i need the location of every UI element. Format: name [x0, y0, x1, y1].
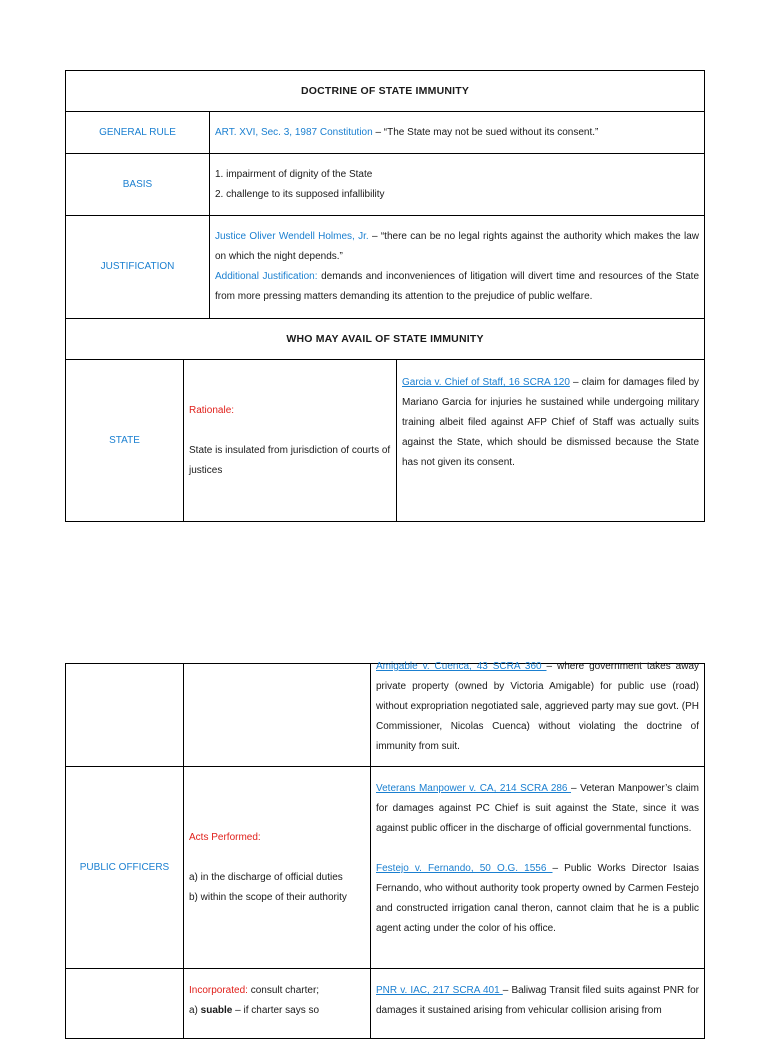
state-row [66, 360, 705, 522]
festejo-case-text: – Public Works Director Isaias Fernando, who without authority took property owned by Carmen Festejo and constructed irrigation canal theron, cannot claim that he is a public agent acting under the color of his office. [376, 863, 699, 934]
amigable-case-ref: Amigable v. Cuenca, 43 SCRA 360 [376, 661, 547, 672]
basis-line-1: 1. impairment of dignity of the State [215, 168, 373, 180]
state-rationale [184, 360, 397, 522]
garcia-case-ref: Garcia v. Chief of Staff, 16 SCRA 120 [402, 377, 570, 388]
state-label: STATE [66, 360, 184, 522]
additional-justification-label: Additional Justification: [215, 271, 318, 282]
acts-item-a: a) in the discharge of official duties [189, 871, 343, 883]
suable-term: suable [200, 1005, 233, 1016]
incorporated-row [66, 969, 705, 1039]
incorporated-text: consult charter; [247, 985, 320, 996]
acts-item-b: b) within the scope of their authority [189, 891, 347, 903]
incorporated-cell [184, 969, 371, 1039]
amigable-case [371, 661, 705, 767]
empty-cell [66, 969, 184, 1039]
basis-row [66, 154, 705, 216]
basis-line-2: 2. challenge to its supposed infallibility [215, 188, 385, 200]
acts-performed-label: Acts Performed: [189, 831, 261, 843]
acts-performed [184, 767, 371, 969]
rationale-text: State is insulated from jurisdiction of courts of justices [189, 444, 391, 476]
item-a-prefix: a) [189, 1005, 201, 1016]
empty-cell [66, 664, 184, 767]
rationale-label: Rationale: [189, 404, 235, 416]
general-rule-row [66, 112, 705, 154]
table-title: DOCTRINE OF STATE IMMUNITY [66, 71, 705, 112]
holmes-ref: Justice Oliver Wendell Holmes, Jr. [215, 231, 369, 242]
veterans-case-ref: Veterans Manpower v. CA, 214 SCRA 286 [376, 783, 572, 794]
general-rule-content [210, 112, 705, 154]
justification-content [210, 216, 705, 319]
amigable-case-text: – where government takes away private property (owned by Victoria Amigable) for public use (road) without expropriation negotiated sale, aggrieved party may sue govt. (PH Commissioner, Nicolas Cuenca) without violating the doctrine of immunity from suit. [376, 661, 700, 752]
constitution-ref: ART. XVI, Sec. 3, 1987 Constitution [215, 126, 373, 138]
garcia-case-text: – claim for damages filed by Mariano Garcia for injuries he sustained while undergoing military training albeit filed against AFP Chief of Staff was actually suits against the State, which should be dismissed because the State has not given its consent. [402, 377, 700, 468]
general-rule-text: – “The State may not be sued without its consent.” [372, 126, 599, 138]
justification-row [66, 216, 705, 319]
state-immunity-table [65, 70, 705, 522]
public-officers-label: PUBLIC OFFICERS [66, 767, 184, 969]
pnr-case-ref: PNR v. IAC, 217 SCRA 401 [376, 985, 503, 996]
state-immunity-table-continued [65, 663, 705, 1039]
justification-label: JUSTIFICATION [66, 216, 210, 319]
general-rule-label: GENERAL RULE [66, 112, 210, 154]
section-title: WHO MAY AVAIL OF STATE IMMUNITY [66, 319, 705, 360]
basis-content [210, 154, 705, 216]
incorporated-label: Incorporated: [189, 985, 248, 996]
empty-cell [184, 664, 371, 767]
public-officers-row [66, 767, 705, 969]
garcia-case [397, 360, 705, 522]
holmes-quote: – “there can be no legal rights against the authority which makes the law on which the night depends.” [215, 231, 700, 262]
amigable-row [66, 664, 705, 767]
basis-label: BASIS [66, 154, 210, 216]
pnr-case [371, 969, 705, 1039]
item-a-text: – if charter says so [232, 1005, 320, 1016]
pnr-case-text: – Baliwag Transit filed suits against PNR for damages it sustained arising from vehicular collision arising from [376, 985, 699, 1016]
additional-justification-text: demands and inconveniences of litigation will divert time and resources of the State from more pressing matters demanding its attention to the prejudice of public welfare. [215, 271, 700, 302]
public-officers-cases [371, 767, 705, 969]
festejo-case-ref: Festejo v. Fernando, 50 O.G. 1556 [376, 863, 553, 874]
veterans-case-text: – Veteran Manpower’s claim for damages against PC Chief is suit against the State, since it was against public officer in the discharge of official governmental functions. [376, 783, 700, 834]
